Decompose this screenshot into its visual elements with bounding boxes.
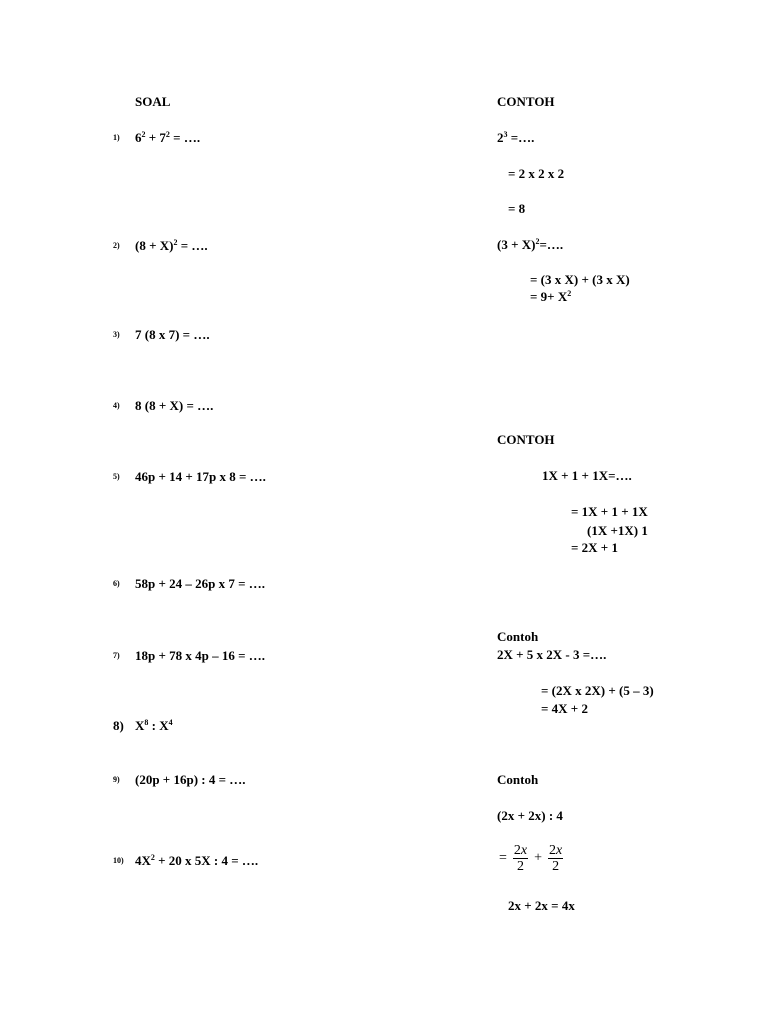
soal-header: SOAL [135, 94, 171, 109]
contoh3-step2: (1X +1X) 1 [587, 523, 648, 538]
question-number: 6) [113, 579, 120, 588]
contoh4-result: = 4X + 2 [541, 701, 588, 716]
contoh3-result: = 2X + 1 [571, 540, 618, 555]
question-6: 58p + 24 – 26p x 7 = …. [135, 576, 266, 591]
question-number: 8) [113, 718, 124, 733]
question-number: 7) [113, 651, 120, 660]
contoh1-result: = 8 [508, 201, 526, 216]
question-8: $X^8$ : $X^4$ [135, 718, 173, 733]
fraction: $\frac{2x}{2}$ [513, 843, 528, 874]
question-number: 4) [113, 401, 120, 410]
contoh3-step1: = 1X + 1 + 1X [571, 504, 648, 519]
question-9: (20p + 16p) : 4 = …. [135, 772, 246, 787]
contoh5-question: (2x + 2x) : 4 [497, 808, 563, 823]
contoh2-result: = $9+ X^2$ [530, 289, 572, 304]
contoh4-header: Contoh [497, 629, 539, 644]
contoh2-question: $(3 + X)^2=\dots$. [497, 237, 564, 252]
question-number: 1) [113, 133, 120, 142]
question-10: $4X^2 + 20$ x 5X : 4 = …. [135, 853, 259, 868]
question-2: $(8 + X)^2$ = …. [135, 238, 208, 253]
equals-sign: = [499, 850, 507, 866]
question-number: 9) [113, 775, 120, 784]
contoh4-step: = (2X x 2X) + (5 – 3) [541, 683, 654, 698]
contoh2-step: = (3 x X) + (3 x X) [530, 272, 630, 287]
contoh-header: CONTOH [497, 94, 555, 109]
question-4: 8 (8 + X) = …. [135, 398, 214, 413]
fraction: $\frac{2x}{2}$ [549, 843, 563, 874]
question-number: 3) [113, 330, 120, 339]
contoh4-question: 2X + 5 x 2X - 3 =…. [497, 647, 607, 662]
question-number: 2) [113, 241, 120, 250]
question-7: 18p + 78 x 4p – 16 = …. [135, 648, 266, 663]
contoh5-header: Contoh [497, 772, 539, 787]
question-3: 7 (8 x 7) = …. [135, 327, 210, 342]
contoh3-header: CONTOH [497, 432, 555, 447]
contoh3-question: 1X + 1 + 1X=…. [542, 468, 632, 483]
question-1: $6^2 + 7^2$ = …. [135, 130, 201, 145]
contoh1-step: = 2 x 2 x 2 [508, 166, 565, 181]
contoh5-result: 2x + 2x = 4x [508, 898, 575, 913]
plus-sign: + [534, 850, 543, 866]
question-number: 5) [113, 472, 120, 481]
question-5: 46p + 14 + 17p x 8 = …. [135, 469, 266, 484]
contoh5-fraction-expression [499, 843, 565, 874]
contoh1-question: $2^3$ =…. [497, 130, 535, 145]
question-number: 10) [113, 856, 124, 865]
